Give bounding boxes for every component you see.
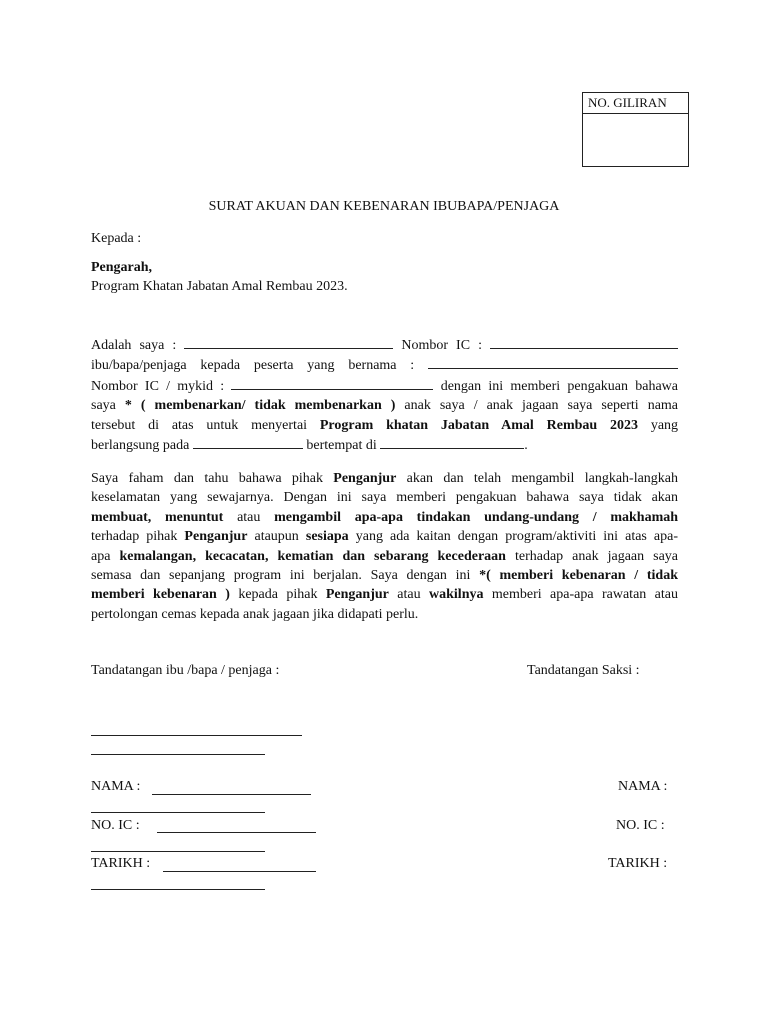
no-giliran-box: [582, 92, 689, 167]
consent-paragraph: [91, 469, 678, 624]
declaration-line-3: Nombor IC / mykid : dengan ini memberi pengakuan bahawa: [91, 376, 678, 396]
witness-signature-label: Tandatangan Saksi :: [527, 663, 640, 678]
no-ic-rule: [91, 851, 265, 852]
consent-line-5: apa kemalangan, kecacatan, kematian dan sebarang kecederaan terhadap anak jagaan saya: [91, 548, 678, 564]
parent-signature-label: Tandatangan ibu /bapa / penjaga :: [91, 663, 280, 678]
tarikh-rule: [91, 889, 265, 890]
recipient-program: Program Khatan Jabatan Amal Rembau 2023.: [91, 279, 348, 294]
declaration-line-5: tersebut di atas untuk menyertai Program khatan Jabatan Amal Rembau 2023 yang: [91, 417, 678, 433]
witness-nama-label: NAMA :: [618, 779, 668, 794]
mykid-field[interactable]: [231, 376, 433, 390]
document-title: SURAT AKUAN DAN KEBENARAN IBUBAPA/PENJAGA: [208, 199, 560, 214]
no-ic-field[interactable]: [157, 832, 316, 833]
kepada-label: Kepada :: [91, 231, 142, 246]
ic-pengisytihar-field[interactable]: [490, 335, 678, 349]
tarikh-field[interactable]: [163, 871, 316, 872]
declaration-line-1: Adalah saya : Nombor IC :: [91, 335, 678, 355]
witness-no-ic-label: NO. IC :: [616, 818, 665, 833]
declaration-line-6: berlangsung pada bertempat di .: [91, 435, 678, 455]
no-giliran-label: NO. GILIRAN: [583, 93, 688, 114]
nama-pengisytihar-field[interactable]: [184, 335, 393, 349]
tempat-program-field[interactable]: [380, 435, 524, 449]
signature-rule: [91, 754, 265, 755]
declaration-line-4: saya * ( membenarkan/ tidak membenarkan ) anak saya / anak jagaan saya seperti nama: [91, 398, 678, 414]
tarikh-label: TARIKH :: [91, 856, 151, 871]
declaration-line-2: ibu/bapa/penjaga kepada peserta yang bernama :: [91, 355, 678, 375]
consent-line-7: memberi kebenaran ) kepada pihak Penganjur atau wakilnya memberi apa-apa rawatan atau: [91, 587, 678, 603]
nama-field[interactable]: [152, 794, 311, 795]
consent-line-6: semasa dan sepanjang program ini berjalan. Saya dengan ini *( memberi kebenaran / tidak: [91, 568, 678, 584]
consent-line-2: keselamatan yang sewajarnya. Dengan ini saya memberi pengakuan bahawa saya tidak akan: [91, 490, 678, 506]
no-ic-label: NO. IC :: [91, 818, 140, 833]
nama-rule: [91, 812, 265, 813]
nama-label: NAMA :: [91, 779, 141, 794]
consent-line-8: pertolongan cemas kepada anak jagaan jika didapati perlu.: [91, 606, 419, 622]
parent-signature-line[interactable]: [91, 735, 302, 736]
witness-tarikh-label: TARIKH :: [608, 856, 668, 871]
consent-line-4: terhadap pihak Penganjur ataupun sesiapa yang ada kaitan dengan program/aktiviti ini atas apa-: [91, 529, 678, 545]
tarikh-program-field[interactable]: [193, 435, 303, 449]
nama-peserta-field[interactable]: [428, 355, 678, 369]
declaration-paragraph: [91, 335, 678, 455]
consent-line-3: membuat, menuntut atau mengambil apa-apa tindakan undang-undang / makhamah: [91, 509, 678, 525]
consent-line-1: Saya faham dan tahu bahawa pihak Penganjur akan dan telah mengambil langkah-langkah: [91, 471, 678, 486]
recipient-name: Pengarah,: [91, 260, 153, 275]
